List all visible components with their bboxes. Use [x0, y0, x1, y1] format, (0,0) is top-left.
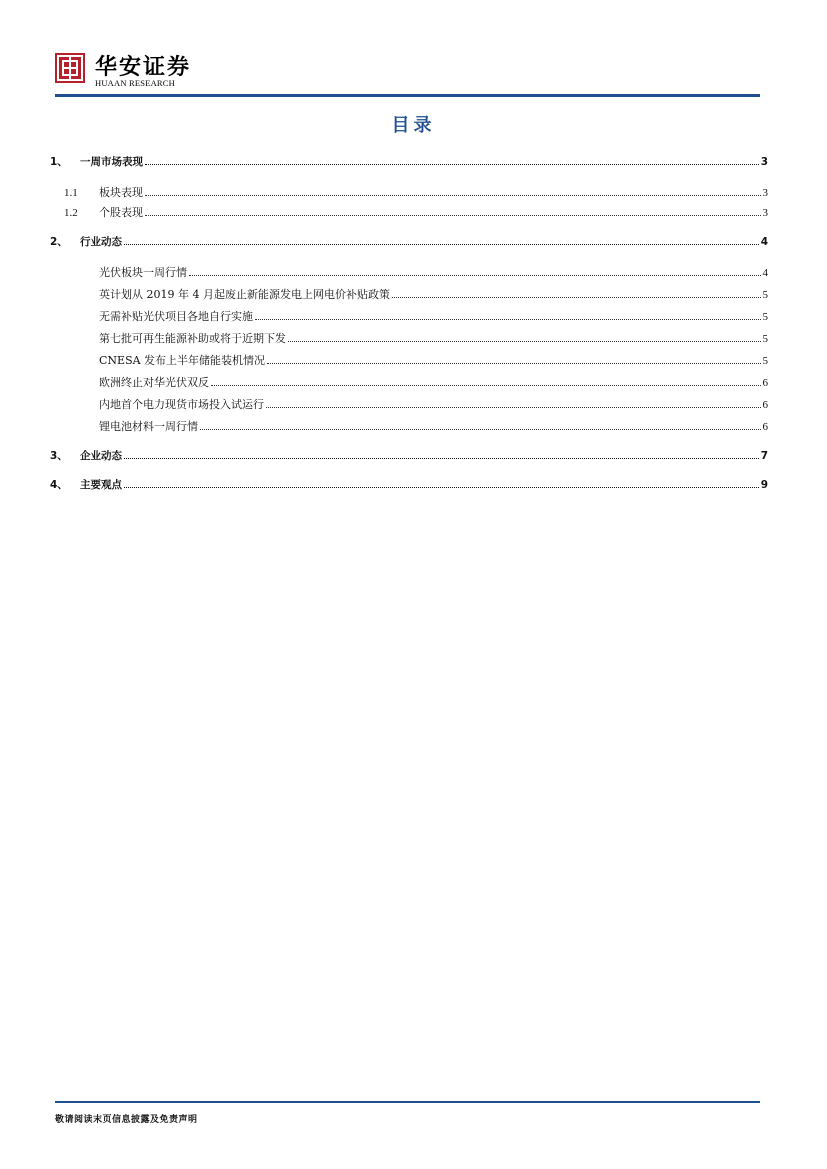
- company-logo-icon: [55, 53, 85, 83]
- toc-entry-page: 5: [762, 289, 768, 301]
- toc-entry[interactable]: [50, 448, 768, 466]
- toc-entry[interactable]: [64, 204, 768, 222]
- toc-entry-number: 1.1: [64, 187, 78, 199]
- toc-entry-page: 3: [762, 187, 768, 199]
- toc-entry-label: 欧洲终止对华光伏双反: [99, 376, 209, 389]
- toc-entry-page: 9: [760, 479, 768, 491]
- header-divider: [55, 94, 760, 97]
- toc-entry-page: 5: [762, 333, 768, 345]
- toc-entry[interactable]: [64, 184, 768, 202]
- toc-entry-page: 3: [760, 156, 768, 168]
- toc-entry-page: 4: [760, 236, 768, 248]
- toc-leader-dots: [145, 195, 761, 196]
- toc-entry-label: 第七批可再生能源补助或将于近期下发: [99, 332, 286, 345]
- toc-entry-page: 6: [762, 421, 768, 433]
- toc-leader-dots: [124, 487, 759, 488]
- toc-leader-dots: [200, 429, 761, 430]
- toc-entry-label: 板块表现: [99, 186, 143, 199]
- toc-entry-label: 英计划从 2019 年 4 月起废止新能源发电上网电价补贴政策: [99, 288, 390, 301]
- toc-title: 目录: [391, 115, 436, 136]
- footer-divider: [55, 1101, 760, 1103]
- toc-entry-page: 5: [762, 311, 768, 323]
- toc-entry-page: 5: [762, 355, 768, 367]
- toc-entry[interactable]: [50, 234, 768, 252]
- toc-entry[interactable]: [50, 477, 768, 495]
- toc-entry-page: 6: [762, 377, 768, 389]
- toc-entry-label: 无需补贴光伏项目各地自行实施: [99, 310, 253, 323]
- toc-entry[interactable]: [50, 154, 768, 172]
- toc-leader-dots: [267, 363, 760, 364]
- toc-leader-dots: [145, 215, 761, 216]
- brand-name-cn: 华安证券: [95, 54, 192, 80]
- toc-leader-dots: [392, 297, 761, 298]
- toc-entry[interactable]: [99, 330, 768, 348]
- toc-entry-number: 3、: [50, 450, 68, 462]
- toc-entry-page: 7: [760, 450, 768, 462]
- toc-entry[interactable]: [99, 264, 768, 282]
- toc-entry[interactable]: [99, 308, 768, 326]
- toc-entry-number: 1.2: [64, 207, 78, 219]
- toc-entry-label: 个股表现: [99, 206, 143, 219]
- toc-entry-page: 3: [762, 207, 768, 219]
- toc-leader-dots: [211, 385, 761, 386]
- toc-entry-number: 4、: [50, 479, 68, 491]
- toc-entry[interactable]: [99, 286, 768, 304]
- toc-entry-label: 主要观点: [80, 479, 122, 491]
- toc-entry-label: 企业动态: [80, 450, 122, 462]
- toc-leader-dots: [124, 244, 759, 245]
- toc-entry[interactable]: [99, 396, 768, 414]
- toc-entry-label: 行业动态: [80, 236, 122, 248]
- toc-leader-dots: [145, 164, 759, 165]
- toc-entry-label: 锂电池材料一周行情: [99, 420, 198, 433]
- toc-entry-number: 2、: [50, 236, 68, 248]
- toc-entry[interactable]: [99, 374, 768, 392]
- toc-entry-label: 一周市场表现: [80, 156, 143, 168]
- toc-entry-label: 光伏板块一周行情: [99, 266, 187, 279]
- toc-entry-number: 1、: [50, 156, 68, 168]
- toc-entry-page: 6: [762, 399, 768, 411]
- brand-name-en: HUAAN RESEARCH: [95, 78, 176, 88]
- toc-leader-dots: [124, 458, 759, 459]
- footer-disclaimer: 敬请阅读末页信息披露及免责声明: [55, 1115, 198, 1125]
- toc-entry[interactable]: [99, 418, 768, 436]
- toc-leader-dots: [189, 275, 761, 276]
- toc-entry[interactable]: [99, 352, 768, 370]
- toc-leader-dots: [266, 407, 761, 408]
- toc-leader-dots: [255, 319, 761, 320]
- toc-entry-page: 4: [762, 267, 768, 279]
- toc-entry-label: CNESA 发布上半年储能装机情况: [99, 354, 266, 367]
- toc-leader-dots: [288, 341, 761, 342]
- toc-entry-label: 内地首个电力现货市场投入试运行: [99, 398, 264, 411]
